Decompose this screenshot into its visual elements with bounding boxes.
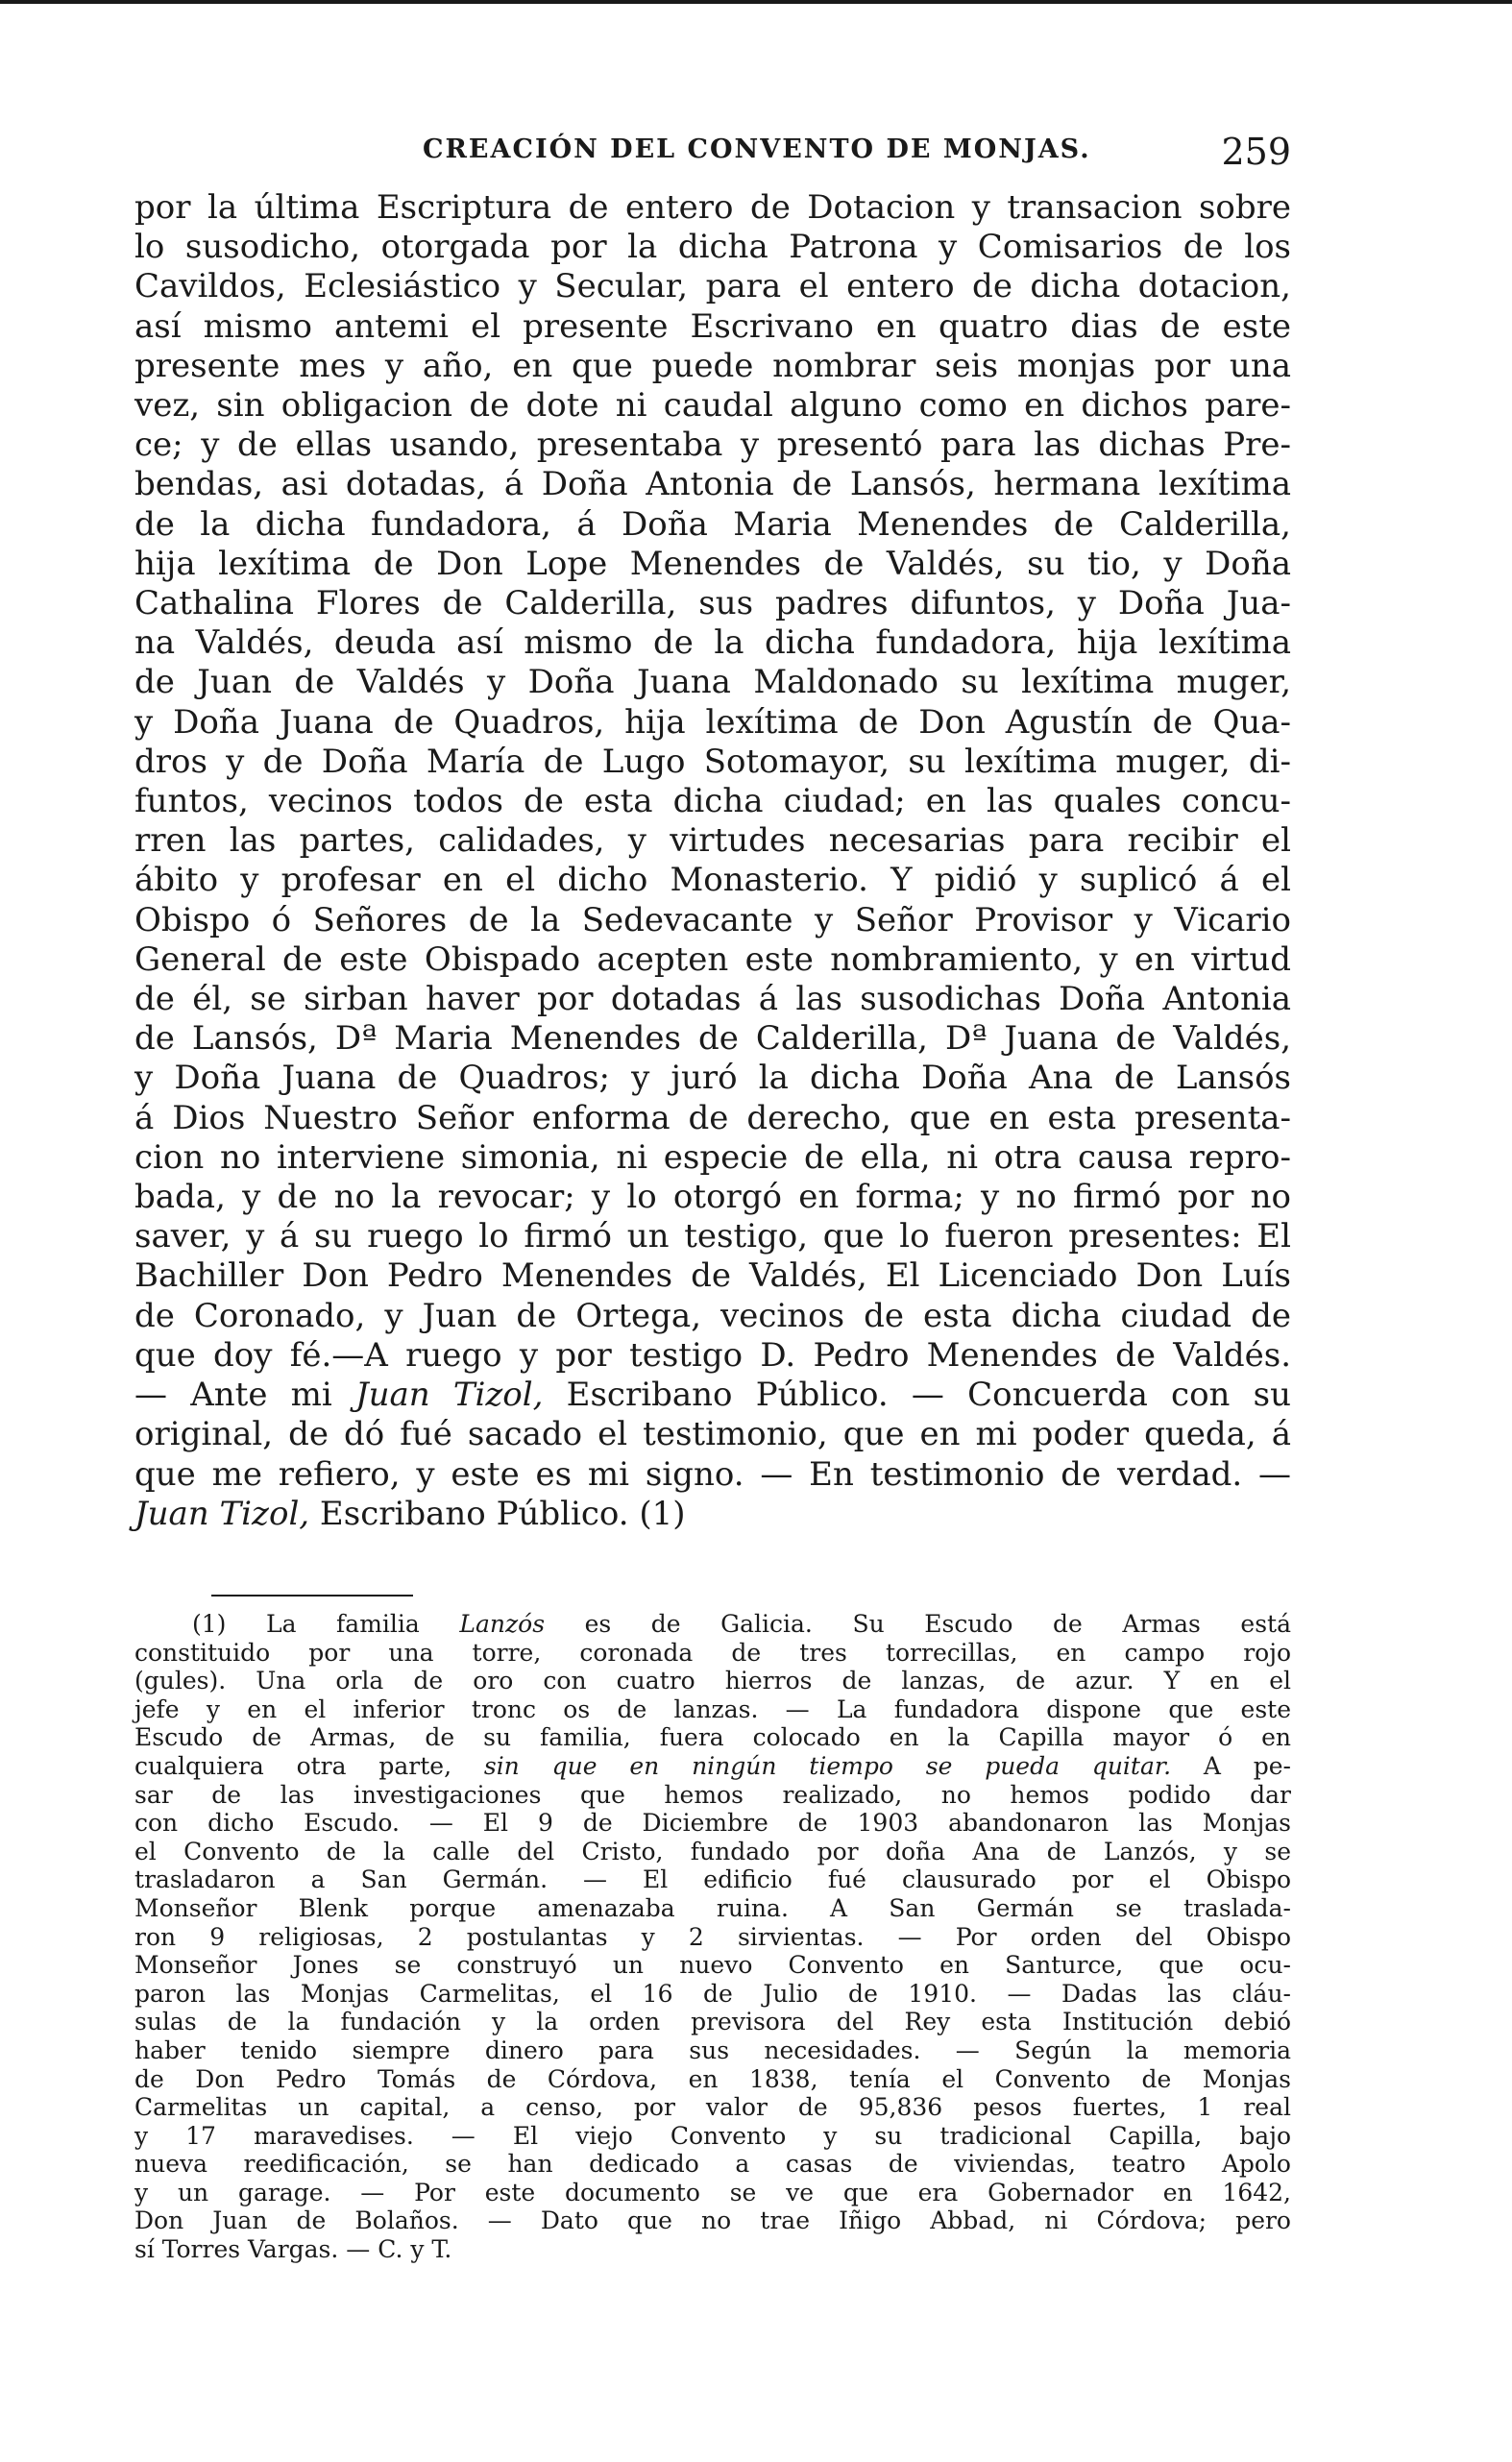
footnote-line: y 17 maravedises. — El viejo Convento y su tradicional Capilla, bajo (134, 2121, 1291, 2150)
footnote-line: con dicho Escudo. — El 9 de Diciembre de 1903 abandonaron las Monjas (134, 1809, 1291, 1838)
footnote-line: sulas de la fundación y la orden previsora del Rey esta Institución debió (134, 2008, 1291, 2036)
body-line: que doy fé.—A ruego y por testigo D. Pedro Menendes de Valdés. (134, 1335, 1291, 1375)
body-line: na Valdés, deuda así mismo de la dicha fundadora, hija lexítima (134, 623, 1291, 663)
footnote-line: y un garage. — Por este documento se ve que era Gobernador en 1642, (134, 2178, 1291, 2206)
body-line: lo susodicho, otorgada por la dicha Patrona y Comisarios de los (134, 228, 1291, 267)
footnote-line (134, 1752, 1291, 1781)
body-line: Obispo ó Señores de la Sedevacante y Señor Provisor y Vicario (134, 900, 1291, 939)
body-line (134, 1495, 1291, 1534)
footnote-line-segment-italic: Lanzós (459, 1610, 546, 1638)
footnote-line-segment: A pe- (1171, 1751, 1292, 1780)
body-line: á Dios Nuestro Señor enforma de derecho, que en esta presenta- (134, 1098, 1291, 1137)
body-line: de la dicha fundadora, á Doña Maria Menendes de Calderilla, (134, 504, 1291, 544)
footnote-line: sar de las investigaciones que hemos realizado, no hemos podido dar (134, 1780, 1291, 1809)
footnote-line: de Don Pedro Tomás de Córdova, en 1838, tenía el Convento de Monjas (134, 2064, 1291, 2093)
footnote-line: (gules). Una orla de oro con cuatro hierros de lanzas, de azur. Y en el (134, 1667, 1291, 1695)
body-line: saver, y á su ruego lo firmó un testigo, que lo fueron presentes: El (134, 1217, 1291, 1256)
body-line: Cavildos, Eclesiástico y Secular, para el entero de dicha dotacion, (134, 267, 1291, 306)
footnote-line: el Convento de la calle del Cristo, fundado por doña Ana de Lanzós, y se (134, 1837, 1291, 1865)
body-line-segment-italic: Juan Tizol, (134, 1494, 310, 1533)
footnote-line: ron 9 religiosas, 2 postulantas y 2 sirvientas. — Por orden del Obispo (134, 1922, 1291, 1951)
body-line: así mismo antemi el presente Escrivano en quatro dias de este (134, 306, 1291, 346)
body-line: y Doña Juana de Quadros; y juró la dicha Doña Ana de Lansós (134, 1059, 1291, 1098)
page-number: 259 (1221, 131, 1291, 173)
body-line: funtos, vecinos todos de esta dicha ciudad; en las quales concu- (134, 782, 1291, 821)
body-line: de él, se sirban haver por dotadas á las susodichas Doña Antonia (134, 980, 1291, 1019)
body-line: cion no interviene simonia, ni especie de ella, ni otra causa repro- (134, 1137, 1291, 1177)
footnote-line-segment: cualquiera otra parte, (134, 1751, 484, 1780)
body-line: dros y de Doña María de Lugo Sotomayor, su lexítima muger, di- (134, 742, 1291, 781)
footnote-line: Monseñor Blenk porque amenazaba ruina. A San Germán se traslada- (134, 1893, 1291, 1922)
footnote-line: Escudo de Armas, de su familia, fuera colocado en la Capilla mayor ó en (134, 1723, 1291, 1752)
footnote-line-segment: es de Galicia. Su Escudo de Armas está (545, 1610, 1291, 1638)
body-line: que me refiero, y este es mi signo. — En testimonio de verdad. — (134, 1454, 1291, 1494)
body-line: de Coronado, y Juan de Ortega, vecinos de esta dicha ciudad de (134, 1296, 1291, 1335)
body-line: de Lansós, Dª Maria Menendes de Calderilla, Dª Juana de Valdés, (134, 1019, 1291, 1059)
footnote-line: trasladaron a San Germán. — El edificio fué clausurado por el Obispo (134, 1865, 1291, 1894)
footnote-line: haber tenido siempre dinero para sus necesidades. — Según la memoria (134, 2035, 1291, 2064)
footnote-line: Monseñor Jones se construyó un nuevo Convento en Santurce, que ocu- (134, 1951, 1291, 1980)
body-line: bendas, asi dotadas, á Doña Antonia de Lansós, hermana lexítima (134, 465, 1291, 504)
body-line: presente mes y año, en que puede nombrar seis monjas por una (134, 346, 1291, 385)
footnote-line (134, 1610, 1291, 1639)
footnote-line: sí Torres Vargas. — C. y T. (134, 2235, 452, 2264)
body-line (134, 1376, 1291, 1415)
body-line: General de este Obispado acepten este nombramiento, y en virtud (134, 939, 1291, 979)
footnote-line: constituido por una torre, coronada de tres torrecillas, en campo rojo (134, 1638, 1291, 1667)
body-line: vez, sin obligacion de dote ni caudal alguno como en dichos pare- (134, 386, 1291, 426)
body-line: rren las partes, calidades, y virtudes necesarias para recibir el (134, 821, 1291, 861)
page-header (134, 131, 1291, 179)
body-line: Cathalina Flores de Calderilla, sus padres difuntos, y Doña Jua- (134, 584, 1291, 623)
body-line: original, de dó fué sacado el testimonio, que en mi poder queda, á (134, 1415, 1291, 1454)
body-text (134, 188, 1291, 1534)
body-line-segment-italic: Juan Tizol, (354, 1376, 544, 1415)
footnote-line-segment: (1) La familia (192, 1610, 460, 1638)
body-line: hija lexítima de Don Lope Menendes de Valdés, su tio, y Doña (134, 544, 1291, 583)
footnote-line: nueva reedificación, se han dedicado a casas de viviendas, teatro Apolo (134, 2150, 1291, 2179)
footnote-line: Carmelitas un capital, a censo, por valor de 95,836 pesos fuertes, 1 real (134, 2093, 1291, 2122)
footnote-line: paron las Monjas Carmelitas, el 16 de Julio de 1910. — Dadas las cláu- (134, 1979, 1291, 2008)
footnote (134, 1610, 1291, 2264)
running-title: CREACIÓN DEL CONVENTO DE MONJAS. (423, 134, 1091, 164)
body-line: por la última Escriptura de entero de Dotacion y transacion sobre (134, 188, 1291, 227)
body-line: y Doña Juana de Quadros, hija lexítima de Don Agustín de Qua- (134, 702, 1291, 742)
body-line-segment: Escribano Público. (1) (309, 1494, 686, 1533)
body-line-segment: — Ante mi (134, 1376, 355, 1415)
footnote-line: Don Juan de Bolaños. — Dato que no trae Iñigo Abbad, ni Córdova; pero (134, 2206, 1291, 2235)
top-rule (0, 0, 1512, 4)
body-line: Bachiller Don Pedro Menendes de Valdés, El Licenciado Don Luís (134, 1256, 1291, 1296)
body-line-segment: Escribano Público. — Concuerda con su (543, 1376, 1291, 1415)
footnote-line-segment-italic: sin que en ningún tiempo se pueda quitar. (483, 1751, 1172, 1780)
body-line: de Juan de Valdés y Doña Juana Maldonado su lexítima muger, (134, 663, 1291, 702)
body-line: bada, y de no la revocar; y lo otorgó en forma; y no firmó por no (134, 1178, 1291, 1217)
body-line: ábito y profesar en el dicho Monasterio. Y pidió y suplicó á el (134, 861, 1291, 900)
body-line: ce; y de ellas usando, presentaba y presentó para las dichas Pre- (134, 426, 1291, 465)
footnote-line: jefe y en el inferior tronc os de lanzas. — La fundadora dispone que este (134, 1694, 1291, 1723)
footnote-rule (211, 1595, 413, 1597)
